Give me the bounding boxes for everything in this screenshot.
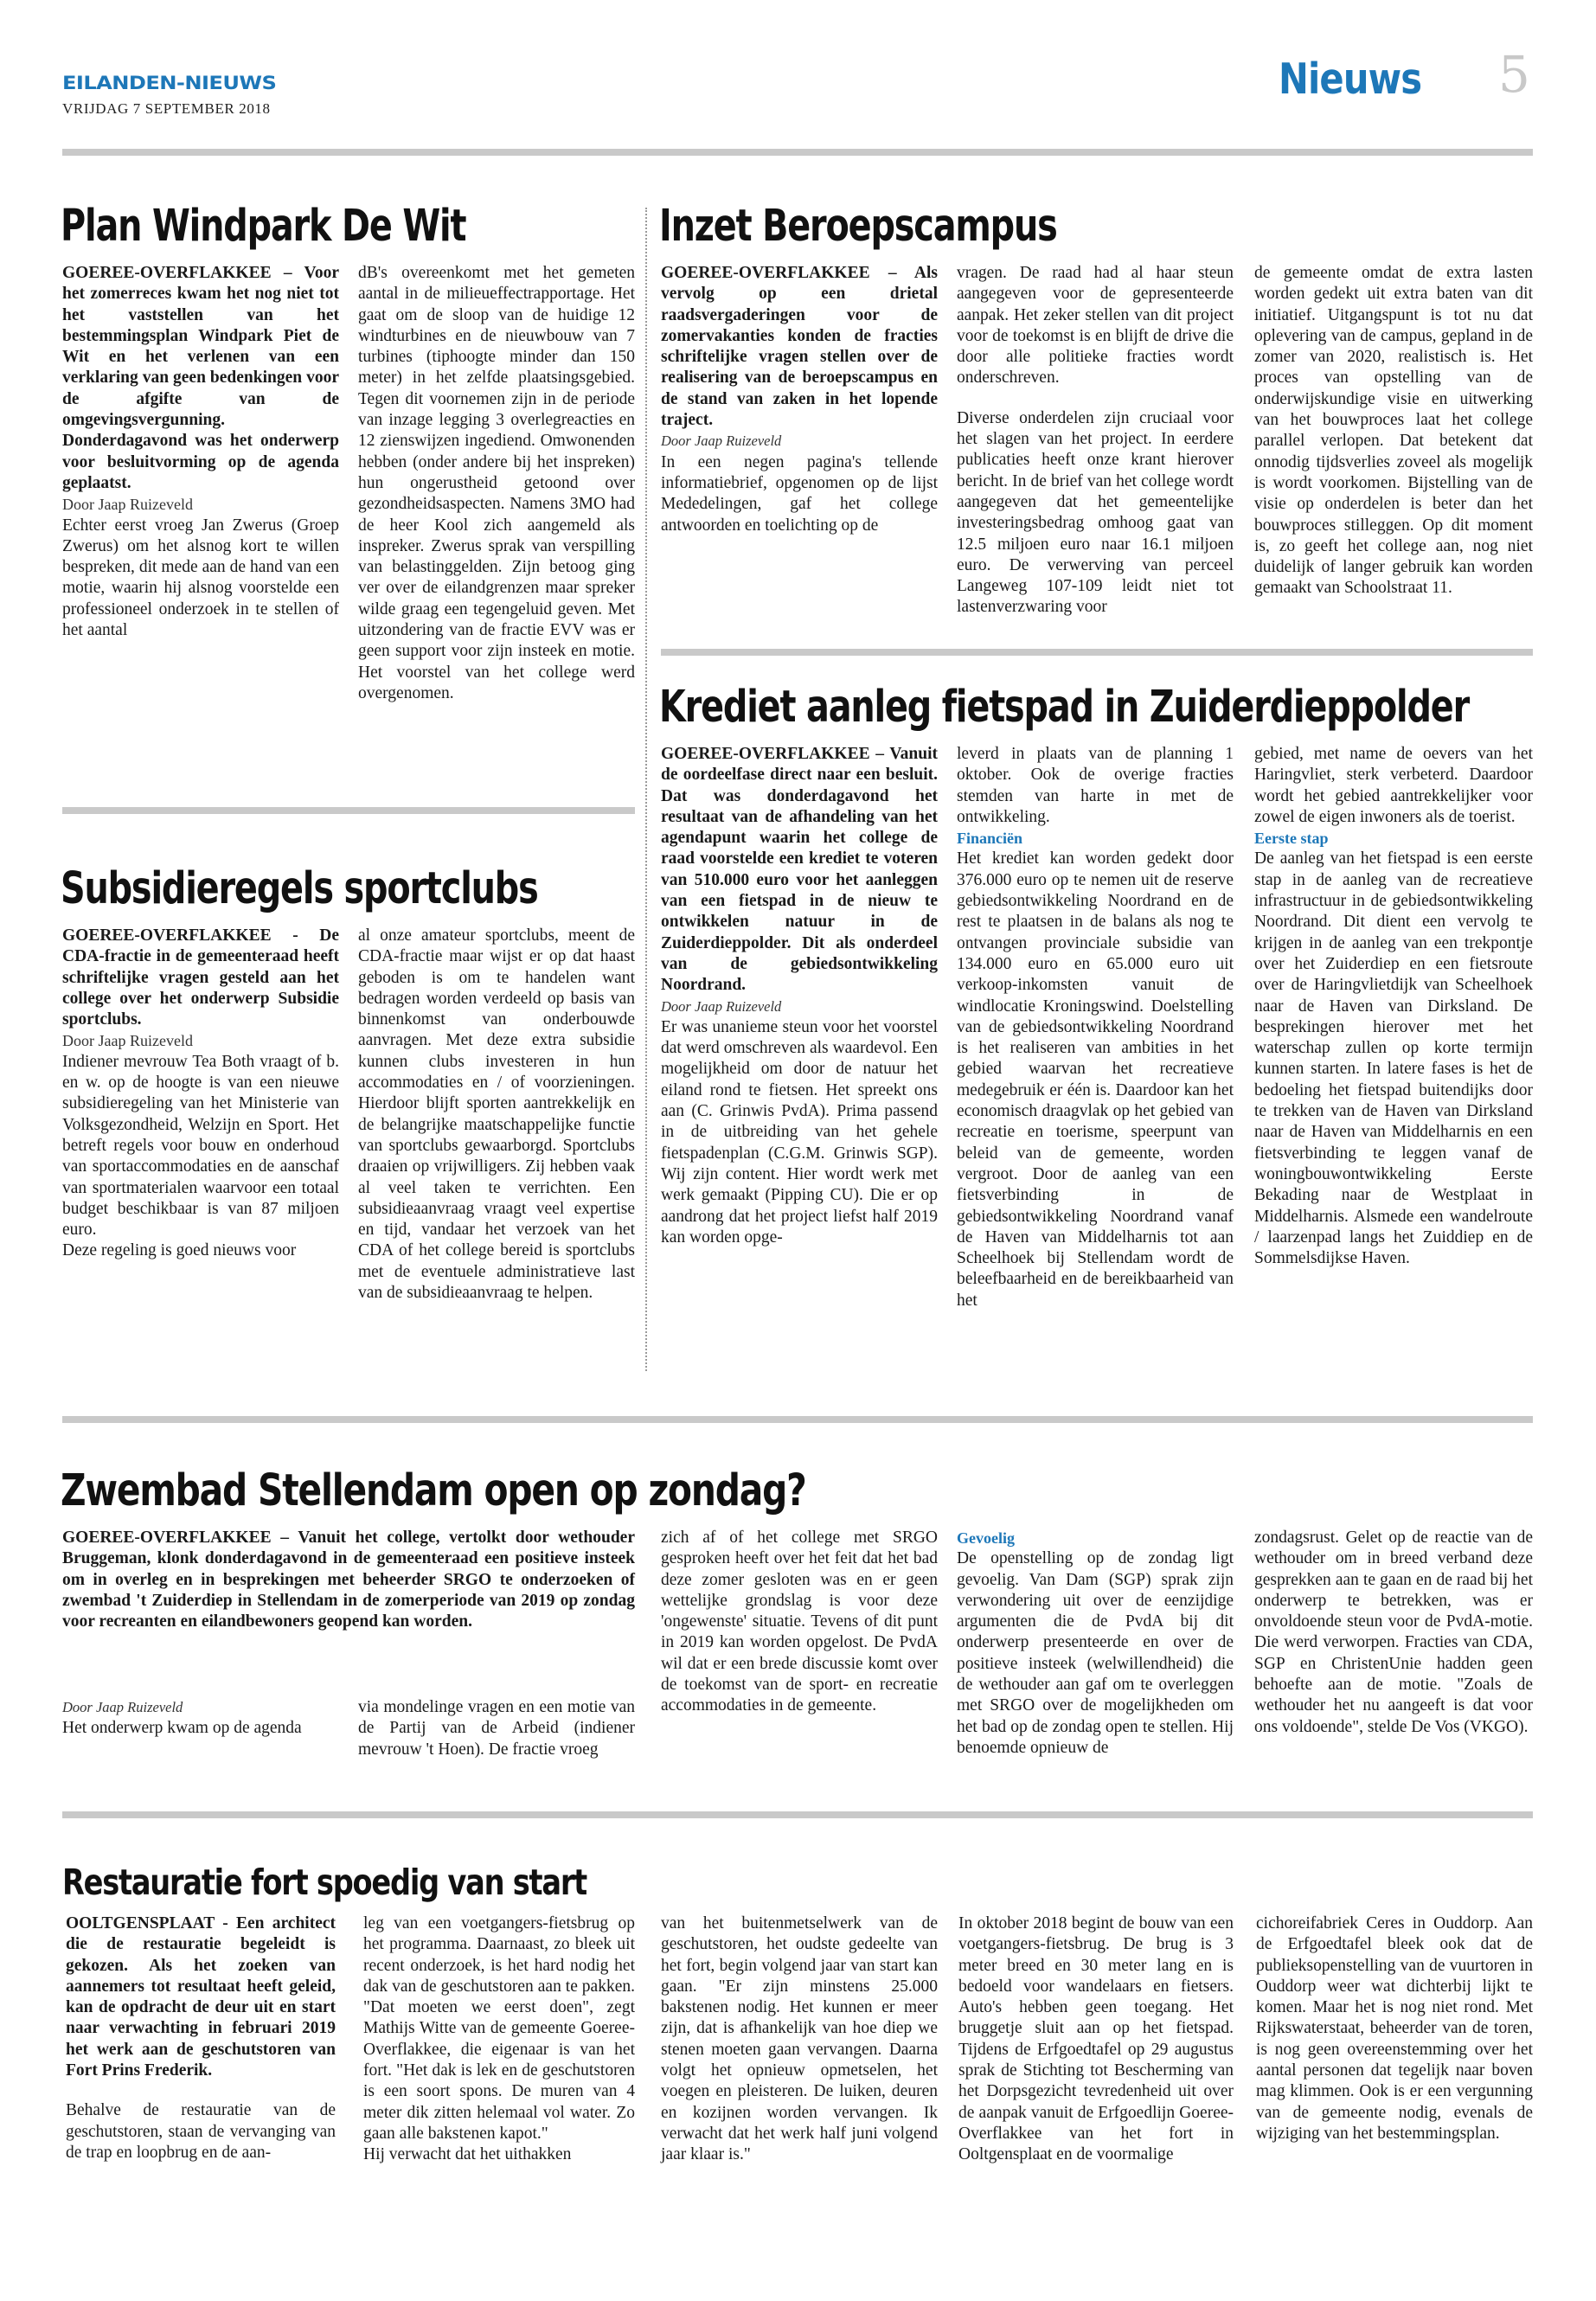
krediet-body-2: leverd in plaats van de planning 1 oktober. Ook de overige fracties stemden van harte in met de ontwikkeling.	[957, 745, 1234, 826]
zwembad-col-4	[957, 1528, 1234, 1759]
krediet-body-1: Er was unanieme steun voor het voorstel dat werd omschreven als waardevol. Een mogelijkheid om door de natuur het eiland rond te fietsen. Het spreekt ons aan (C. Grinwis PvdA). Prima passend in de uitbreiding van het gehele fietspadenplan (C.G.M. Grinwis SGP). Wij zijn content. Hier wordt werk met werk gemaakt (Pipping CU). Die er op aandrong dat het project liefst half 2019 kan worden opge-	[661, 1017, 938, 1247]
fort-col-2	[363, 1913, 635, 2166]
krediet-col-1	[661, 744, 938, 1248]
fort-body-5: In oktober 2018 begint de bouw van een voetgangers-fietsbrug. De brug is 3 meter breed en 30 meter lang en is bedoeld voor wandelaars en fietsers. Auto's hebben geen toegang. Het bruggetje sluit aan op het fietspad. Tijdens de Erfgoedtafel op 29 augustus sprak de Stichting tot Bescherming van het Dorpsgezicht tevredenheid uit over de aanpak vanuit de Erfgoedlijn Goeree-Overflakkee van het fort in Ooltgensplaat en de voormalige	[958, 1914, 1234, 2164]
subsidie-body-1: Indiener mevrouw Tea Both vraagt of b. en w. op de hoogte is van een nieuwe subsidieregeling van het Ministerie van Volksgezondheid, Welzijn en Sport. Het betreft regels voor bouw en onderhoud van sportaccommodaties en de aanschaf van sportmaterialen waarvoor een totaal budget beschikbaar is van 87 miljoen euro.	[62, 1052, 339, 1240]
krediet-body-5: De aanleg van het fietspad is een eerste stap in de aanleg van de recreatieve infrastructuur in de gebiedsontwikkeling Noordrand. Dit dient een vervolg te krijgen in de aanleg van een trekpontje over het Zuiderdiep en een fietsroute over de Haringvlietdijk van Scheelhoek naar de Haven van Dirksland. De besprekingen hierover met het waterschap zullen op korte termijn kunnen starten. In latere fases is het de bedoeling het fietspad buitendijks door te trekken van de Haven van Dirksland naar de Haven van Middelharnis en een fietsverbinding te leggen vanaf de woningbouwontwikkeling Eerste Bekading naar de Westplaat in Middelharnis. Alsmede een wandelroute / laarzenpad langs het Zuiddiep en de Sommelsdijkse Haven.	[1254, 849, 1533, 1268]
headline-beroepscampus: Inzet Beroepscampus	[659, 201, 1057, 252]
fort-body-3: Hij verwacht dat het uithakken	[363, 2145, 572, 2164]
subsidie-col-1	[62, 926, 339, 1262]
article-rule	[62, 1416, 1533, 1423]
krediet-byline: Door Jaap Ruizeveld	[661, 997, 782, 1015]
page-number: 5	[1498, 45, 1530, 104]
subsidie-lead: GOEREE-OVERFLAKKEE - De CDA-fractie in de gemeenteraad heeft schriftelijke vragen gesteld aan het college over het onderwerp Subsidie sportclubs.	[62, 926, 339, 1029]
fort-body-4: van het buitenmetselwerk van de geschutstoren, het oudste gedeelte van het fort, begin volgend jaar van start kan gaan. "Er zijn minstens 25.000 bakstenen nodig. Het kunnen er meer zijn, dat is afhankelijk van hoe diep we stenen moeten gaan vervangen. Daarna volgt het opnieuw opmetselen, het voegen en pleisteren. De luiken, deuren en kozijnen worden vervangen. Ik verwacht dat het werk half juni volgend jaar klaar is."	[661, 1914, 938, 2164]
fort-col-4	[958, 1913, 1234, 2166]
windpark-col-2	[358, 263, 635, 704]
windpark-lead: GOEREE-OVERFLAKKEE – Voor het zomerreces kwam het nog niet tot het vaststellen van het bestemmingsplan Windpark Piet de Wit en het verlenen van een verklaring van geen bedenkingen voor de afgifte van de omgevingsvergunning. Donderdagavond was het onderwerp voor besluitvorming op de agenda geplaatst.	[62, 264, 339, 492]
beroeps-body-4: de gemeente omdat de extra lasten worden gedekt uit extra baten van dit initiatief. Uitgangspunt is tot nu dat oplevering van de campus, gepland in de zomer van 2020, realistisch is. Het proces van opstelling van de onderwijskundige visie en uitwerking van het bouwproces laat het college parallel verlopen. Dat betekent dat onnodig tijdsverlies zoveel als mogelijk is wordt voorkomen. Bijstelling van de visie op onderdelen is beter dan het bouwproces stilleggen. Op dit moment is, zo geeft het college aan, nog niet duidelijk of langer gebruik kan worden gemaakt van Schoolstraat 11.	[1254, 264, 1533, 598]
zwembad-col-1	[62, 1697, 339, 1740]
beroeps-body-2: vragen. De raad had al haar steun aangegeven voor de gepresenteerde aanpak. Het zeker stellen van dit project voor de toekomst is en blijft de drive die door alle politieke fracties wordt onderschreven.	[957, 264, 1234, 388]
beroeps-col-3	[1254, 263, 1533, 599]
headline-fort: Restauratie fort spoedig van start	[62, 1862, 587, 1903]
subsidie-col-2	[358, 926, 635, 1304]
fort-col-1	[66, 1913, 336, 2163]
header-rule	[62, 149, 1533, 156]
headline-zwembad: Zwembad Stellendam open op zondag?	[61, 1465, 806, 1516]
zwembad-body-2: via mondelinge vragen en een motie van de Partij van de Arbeid (indiener mevrouw 't Hoen). De fractie vroeg	[358, 1698, 635, 1759]
zwembad-col-3	[661, 1528, 938, 1717]
fort-lead: OOLTGENSPLAAT - Een architect die de restauratie begeleidt is gekozen. Als het zoeken van aannemers tot resultaat heeft geleid, kan de opdracht de deur uit en start naar verwachting in februari 2019 het werk aan de geschutstoren van Fort Prins Frederik.	[66, 1914, 336, 2080]
krediet-subhead-financien: Financiën	[957, 830, 1023, 848]
newspaper-logo: EILANDEN-NIEUWS	[62, 73, 277, 93]
krediet-body-3: Het krediet kan worden gedekt door 376.000 euro op te nemen uit de reserve gebiedsontwikkeling Noordrand en de rest te plaatsen in de balans als nog te ontvangen provinciale subsidie van 134.000 euro en 65.000 euro uit verkoop-inkomsten vanuit de windlocatie Kroningswind. Doelstelling van de gebiedsontwikkeling Noordrand is het realiseren van ambities in het gebied waarvan het recreatieve medegebruik er één is. Daardoor kan het economisch draagvlak op het gebied van recreatie en toerisme, speerpunt van beleid van de gemeente, worden vergroot. Door de aanleg van een fietsverbinding in de gebiedsontwikkeling Noordrand vanaf de Haven van Middelharnis tot aan Scheelhoek bij Stellendam wordt de beleefbaarheid en de bereikbaarheid van het	[957, 849, 1234, 1310]
headline-windpark: Plan Windpark De Wit	[61, 201, 466, 252]
windpark-byline: Door Jaap Ruizeveld	[62, 496, 193, 514]
beroeps-col-1	[661, 263, 938, 536]
zwembad-col-2	[358, 1697, 635, 1760]
beroeps-byline: Door Jaap Ruizeveld	[661, 433, 782, 450]
headline-subsidie: Subsidieregels sportclubs	[61, 863, 538, 914]
article-rule	[62, 807, 635, 814]
windpark-body-2: dB's overeenkomt met het gemeten aantal in de milieueffectrapportage. Het gaat om de sloop van de huidige 12 windturbines en de nieuwbouw van 7 turbines (tiphoogte minder dan 150 meter) in het zelfde plaatsingsgebied. Tegen dit voornemen zijn in de periode van inzage legging 3 overlegreacties en 12 zienswijzen ingediend. Omwonenden hebben (onder andere bij het inspreken) hun ongerustheid getoond over gezondheidsaspecten. Namens 3MO had de heer Kool zich aangemeld als inspreker. Zwerus sprak van verspilling van belastinggelden. Zijn betoog ging ver over de eilandgrenzen maar spreker wilde graag een tegengeluid geven. Met uitzondering van de fractie EVV was er geen support voor zijn insteek en motie. Het voorstel van het college werd overgenomen.	[358, 264, 635, 702]
beroeps-col-2	[957, 263, 1234, 619]
subsidie-body-3: al onze amateur sportclubs, meent de CDA-fractie maar wijst er op dat haast geboden is om te handelen want bedragen worden verdeeld op basis van binnenkomst van onderbouwde aanvragen. Met deze extra subsidie kunnen clubs investeren in hun accommodaties en / of voorzieningen. Hierdoor blijft sporten aantrekkelijk en de belangrijke maatschappelijke functie van sportclubs gewaarborgd. Sportclubs draaien op vrijwilligers. Zij hebben vaak al veel taken te verrichten. Een subsidieaanvraag vraagt veel expertise en tijd, vandaar het verzoek van het CDA of het college bereid is sportclubs met de eventuele administratieve last van de subsidieaanvraag te helpen.	[358, 926, 635, 1303]
section-title: Nieuws	[1279, 54, 1422, 104]
beroeps-body-1: In een negen pagina's tellende informatiebrief, opgenomen op de lijst Mededelingen, gaf het college antwoorden en toelichting op de	[661, 452, 938, 535]
fort-col-5	[1256, 1913, 1533, 2144]
zwembad-lead: GOEREE-OVERFLAKKEE – Vanuit het college, vertolkt door wethouder Bruggeman, klonk donderdagavond in de gemeenteraad een positieve insteek om in overleg en in besprekingen met beheerder SRGO te onderzoeken of zwembad 't Zuiderdiep in Stellendam in de zomerperiode van 2019 op zondag voor recreanten en eilandbewoners geopend kan worden.	[62, 1529, 635, 1631]
zwembad-body-1: Het onderwerp kwam op de agenda	[62, 1719, 302, 1738]
beroeps-body-3: Diverse onderdelen zijn cruciaal voor het slagen van het project. In eerdere publicaties heeft onze krant hierover bericht. In de brief van het college wordt aangegeven dat het gemeentelijke investeringsbedrag omhoog gaat van 12.5 miljoen euro naar 16.1 miljoen euro. De verwerving van perceel Langeweg 107-109 leidt niet tot lastenverzwaring voor	[957, 408, 1234, 617]
zwembad-subhead-gevoelig: Gevoelig	[957, 1529, 1015, 1547]
krediet-lead: GOEREE-OVERFLAKKEE – Vanuit de oordeelfase direct naar een besluit. Dat was donderdagavond het resultaat van de afhandeling van het agendapunt waarin het college de raad voorstelde een krediet te voteren van 510.000 euro voor het aanleggen van een fietspad in de nieuw te ontwikkelen natuur in de Zuiderdieppolder. Dit als onderdeel van de gebiedsontwikkeling Noordrand.	[661, 745, 938, 995]
fort-body-2: leg van een voetgangers-fietsbrug op het programma. Daarnaast, zo bleek uit recent onderzoek, is het hard nodig het dak van de geschutstoren aan te pakken. "Dat moeten we eerst doen", zegt Mathijs Witte van de gemeente Goeree-Overflakkee, die eigenaar is van het fort. "Het dak is lek en de geschutstoren is een soort spons. De muren van 4 meter dik zitten helemaal vol water. Zo gaan alle bakstenen kapot."	[363, 1914, 635, 2143]
fort-col-3	[661, 1913, 938, 2166]
beroeps-lead: GOEREE-OVERFLAKKEE – Als vervolg op een drietal raadsvergaderingen voor de zomervakanties konden de fracties schriftelijke vragen stellen over de realisering van de beroepscampus en de stand van zaken in het lopende traject.	[661, 264, 938, 430]
column-divider	[645, 208, 647, 1371]
zwembad-body-5: zondagsrust. Gelet op de reactie van de wethouder om in breed verband deze gesprekken aan te gaan en de raad bij het onderwerp te betrekken, was er onvoldoende steun voor de PvdA-motie. Die werd verworpen. Fracties van CDA, SGP en ChristenUnie hadden geen behoefte aan de motie. "Zoals de wethouder het nu aangeeft is dat voor ons voldoende", stelde De Vos (VKGO).	[1254, 1529, 1533, 1736]
subsidie-byline: Door Jaap Ruizeveld	[62, 1032, 193, 1050]
windpark-col-1	[62, 263, 339, 641]
krediet-col-2	[957, 744, 1234, 1311]
headline-krediet: Krediet aanleg fietspad in Zuiderdieppolder	[659, 682, 1470, 733]
krediet-subhead-eerste-stap: Eerste stap	[1254, 830, 1329, 848]
zwembad-body-3: zich af of het college met SRGO gesproken heeft over het feit dat het bad deze zomer gesloten was en er geen wettelijke grondslag is voor deze 'ongewenste' situatie. Tevens of dit punt in 2019 kan worden opgelost. De PvdA wil dat er een brede discussie komt over de toekomst van de sport- en recreatie accommodaties in de gemeente.	[661, 1529, 938, 1715]
article-rule	[62, 1811, 1533, 1818]
zwembad-col-5	[1254, 1528, 1533, 1738]
zwembad-body-4: De openstelling op de zondag ligt gevoelig. Van Dam (SGP) sprak zijn verwondering uit over de eenzijdige argumenten die de PvdA bij dit onderwerp presenteerde en over de positieve insteek (welwillendheid) die de wethouder aan gaf om te overleggen met SRGO over de mogelijkheden om het bad op de zondag open te stellen. Hij benoemde opnieuw de	[957, 1549, 1234, 1757]
subsidie-body-2: Deze regeling is goed nieuws voor	[62, 1241, 297, 1260]
windpark-body-1: Echter eerst vroeg Jan Zwerus (Groep Zwerus) om het alsnog kort te willen bespreken, dit mede aan de hand van een motie, waarin hij alsnog voorstelde een professioneel onderzoek in te stellen of het aantal	[62, 516, 339, 640]
krediet-col-3	[1254, 744, 1533, 1269]
fort-body-6: cichoreifabriek Ceres in Ouddorp. Aan de Erfgoedtafel bleek ook dat de publieksopenstelling van de vuurtoren in Ouddorp weer wat dichterbij lijkt te komen. Maar het is nog niet rond. Met Rijkswaterstaat, beheerder van de toren, is nog geen overeenstemming over het aantal personen dat tegelijk naar boven mag klimmen. Ook is er een vergunning van de gemeente nodig, evenals de wijziging van het bestemmingsplan.	[1256, 1914, 1533, 2143]
krediet-body-4: gebied, met name de oevers van het Haringvliet, sterk verbeterd. Daardoor wordt het gebied aantrekkelijker voor zowel de eigen inwoners als de toerist.	[1254, 745, 1533, 826]
zwembad-byline: Door Jaap Ruizeveld	[62, 1699, 183, 1715]
fort-body-1: Behalve de restauratie van de geschutstoren, staan de vervanging van de trap en loopbrug en de aan-	[66, 2101, 336, 2162]
issue-date: VRIJDAG 7 SEPTEMBER 2018	[62, 100, 271, 117]
article-rule	[661, 649, 1533, 656]
